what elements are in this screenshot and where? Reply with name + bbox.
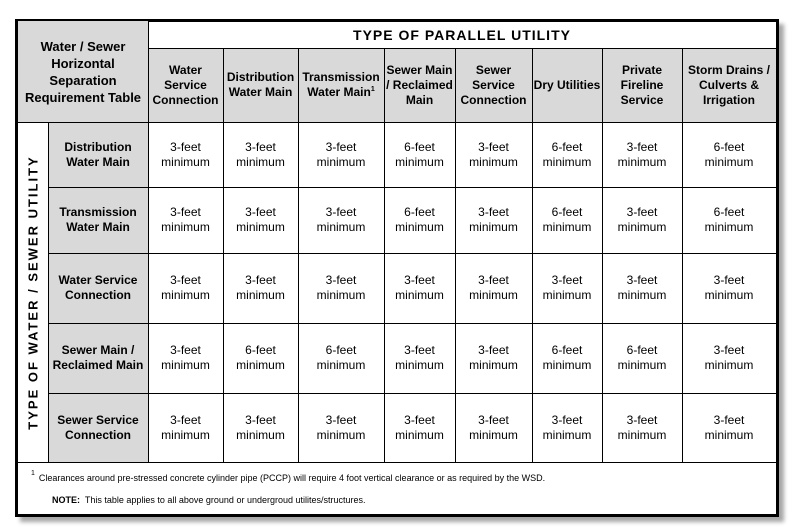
grid-line [682,48,683,462]
table-cell [298,393,384,462]
cell-value: 3-feet [478,412,509,427]
cell-value: 3-feet [478,273,509,287]
column-header-label: Dry Utilities [533,77,601,92]
table-note [52,495,366,505]
cell-value: 3-feet [478,205,509,219]
cell-unit: minimum [395,358,444,372]
table-cell [682,253,776,323]
cell-unit: minimum [316,427,366,442]
grid-line [148,21,149,462]
column-header-label: Water Service Connection [152,62,219,107]
cell-unit: minimum [704,427,754,442]
column-header [532,48,602,122]
column-header-label: Distribution Water Main [226,70,295,99]
cell-unit: minimum [704,220,754,234]
grid-line [455,48,456,462]
column-header [148,48,223,122]
column-header [384,48,455,122]
cell-unit: minimum [236,427,285,442]
cell-value: 3-feet [626,412,658,427]
cell-unit: minimum [542,427,592,442]
cell-value: 3-feet [170,273,201,287]
row-header: Water Service Connection [48,253,148,323]
cell-value: 3-feet [325,205,357,219]
footnote-mark: 1 [31,470,35,477]
table-cell [384,122,455,187]
table-cell [455,253,532,323]
table-cell [682,323,776,393]
row-header: Distribution Water Main [48,122,148,187]
cell-value: 3-feet [713,412,745,427]
cell-value: 3-feet [170,412,201,427]
table-cell [455,393,532,462]
cell-unit: minimum [542,288,592,302]
table-cell [455,122,532,187]
cell-unit: minimum [395,427,444,442]
cell-value: 3-feet [245,412,276,427]
cell-value: 3-feet [245,273,276,287]
cell-value: 3-feet [626,139,658,154]
cell-value: 6-feet [551,343,583,357]
cell-value: 3-feet [325,139,357,154]
cell-value: 3-feet [478,343,509,357]
cell-value: 3-feet [404,273,435,287]
row-header: Sewer Main / Reclaimed Main [48,323,148,393]
cell-unit: minimum [161,358,210,372]
table-cell [602,122,682,187]
table-cell [298,323,384,393]
cell-value: 3-feet [245,205,276,219]
cell-unit: minimum [542,220,592,234]
footnote [31,472,545,483]
grid-line [18,122,776,123]
row-header: Transmission Water Main [48,187,148,253]
grid-line [48,253,776,254]
table-cell [148,122,223,187]
grid-line [384,48,385,462]
cell-value: 3-feet [551,412,583,427]
cell-value: 3-feet [325,273,357,287]
cell-unit: minimum [395,288,444,302]
footnote-text: Clearances around pre-stressed concrete cylinder pipe (PCCP) will require 4 foot vertical clearance or as required by the WSD. [38,473,546,483]
cell-value: 3-feet [170,205,201,219]
grid-line [48,122,49,462]
cell-value: 6-feet [551,205,583,219]
table-cell [532,187,602,253]
table-cell [455,323,532,393]
note-text: This table applies to all above ground or undergroud utilites/structures. [84,495,366,505]
cell-value: 6-feet [713,139,745,154]
table-cell [148,393,223,462]
cell-unit: minimum [161,154,210,169]
table-cell [682,393,776,462]
column-header-label: Sewer Main / Reclaimed Main [386,62,453,107]
note-label: NOTE: [52,495,80,505]
cell-unit: minimum [617,288,667,302]
grid-line [48,187,776,188]
table-cell [384,187,455,253]
table-cell [298,187,384,253]
grid-line [48,393,776,394]
table-cell [455,187,532,253]
column-header-label: Storm Drains / Culverts & Irrigation [687,62,771,107]
cell-value: 3-feet [170,139,201,154]
cell-unit: minimum [236,288,285,302]
column-group-header: TYPE OF PARALLEL UTILITY [353,26,571,43]
cell-value: 3-feet [478,139,509,154]
cell-value: 3-feet [626,205,658,219]
cell-value: 3-feet [404,412,435,427]
cell-unit: minimum [704,358,754,372]
cell-value: 3-feet [551,273,583,287]
table-cell [602,253,682,323]
table-cell [223,323,298,393]
column-header-label: Private Fireline Service [620,62,664,107]
table-cell [148,323,223,393]
column-header-label: Transmission Water Main [302,70,380,99]
cell-unit: minimum [469,220,518,234]
cell-unit: minimum [236,220,285,234]
table-cell [532,323,602,393]
row-group-header [18,122,48,462]
cell-value: 6-feet [626,343,658,357]
table-cell [148,187,223,253]
cell-unit: minimum [161,288,210,302]
table-cell [682,122,776,187]
cell-unit: minimum [469,288,518,302]
cell-unit: minimum [469,154,518,169]
table-cell [298,122,384,187]
cell-unit: minimum [236,358,285,372]
cell-unit: minimum [395,220,444,234]
footnote-reference: 1 [370,86,375,93]
cell-value: 3-feet [325,412,357,427]
table-cell [602,187,682,253]
table-cell [532,122,602,187]
column-header [223,48,298,122]
cell-value: 6-feet [551,139,583,154]
column-header [682,48,776,122]
cell-value: 6-feet [325,343,357,357]
table-cell [602,393,682,462]
table-cell [602,323,682,393]
table-title: Water / Sewer Horizontal Separation Requirement Table [18,21,148,122]
cell-unit: minimum [542,358,592,372]
cell-unit: minimum [316,288,366,302]
cell-unit: minimum [617,427,667,442]
cell-value: 3-feet [713,273,745,287]
cell-unit: minimum [704,154,754,169]
table-cell [532,253,602,323]
table-cell [223,253,298,323]
table-cell [384,393,455,462]
row-header: Sewer Service Connection [48,393,148,462]
cell-value: 6-feet [245,343,276,357]
cell-unit: minimum [161,220,210,234]
grid-line [298,48,299,462]
cell-unit: minimum [617,220,667,234]
table-notes [18,462,776,514]
table-cell [148,253,223,323]
cell-value: 3-feet [404,343,435,357]
cell-unit: minimum [704,288,754,302]
grid-line [48,323,776,324]
cell-unit: minimum [617,358,667,372]
cell-unit: minimum [542,154,592,169]
grid-line [602,48,603,462]
column-header-label: Sewer Service Connection [460,62,527,107]
grid-line [223,48,224,462]
grid-line [532,48,533,462]
cell-unit: minimum [316,220,366,234]
cell-unit: minimum [469,358,518,372]
cell-value: 3-feet [713,343,745,357]
cell-value: 3-feet [626,273,658,287]
table-cell [223,187,298,253]
cell-value: 3-feet [245,139,276,154]
cell-value: 6-feet [404,139,435,154]
table-cell [682,187,776,253]
table-cell [532,393,602,462]
cell-value: 6-feet [404,205,435,219]
column-header [455,48,532,122]
cell-unit: minimum [236,154,285,169]
cell-unit: minimum [161,427,210,442]
table-cell [384,253,455,323]
column-header [298,48,384,122]
cell-value: 3-feet [170,343,201,357]
cell-unit: minimum [316,358,366,372]
table-cell [384,323,455,393]
cell-value: 6-feet [713,205,745,219]
table-cell [223,122,298,187]
cell-unit: minimum [316,154,366,169]
row-group-label: TYPE OF WATER / SEWER UTILITY [25,154,41,430]
table-cell [223,393,298,462]
cell-unit: minimum [617,154,667,169]
cell-unit: minimum [395,154,444,169]
table-cell [298,253,384,323]
cell-unit: minimum [469,427,518,442]
column-header [602,48,682,122]
